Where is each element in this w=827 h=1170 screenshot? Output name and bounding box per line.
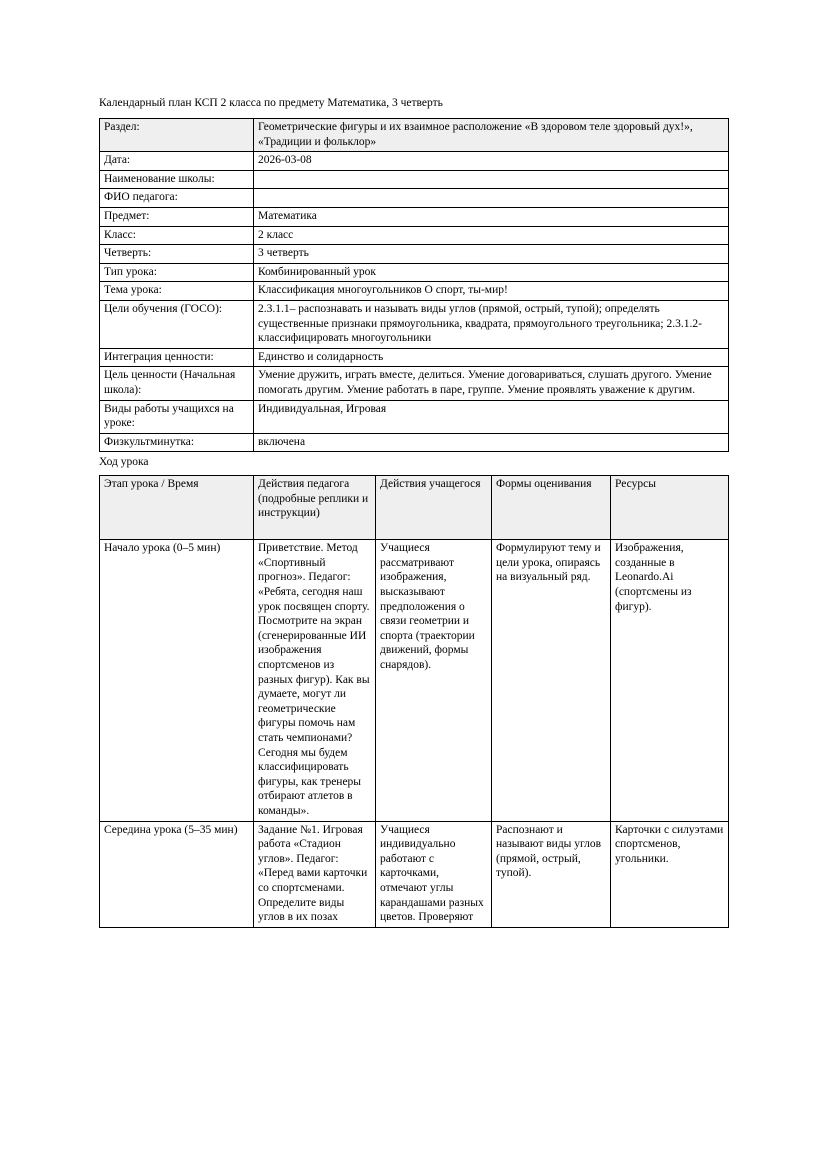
lesson-info-table-body (100, 119, 729, 452)
page-title: Календарный план КСП 2 класса по предмету Математика, 3 четверть (99, 97, 443, 109)
lesson-info-table (99, 118, 729, 452)
table-row (100, 400, 729, 433)
column-header: Формы оценивания (492, 476, 611, 540)
student-actions-cell: Учащиеся рассматривают изображения, высказывают предположения о связи геометрии и спорта (траектории движений, формы снарядов). (376, 540, 492, 821)
info-row-label: Наименование школы: (100, 170, 254, 189)
table-row (100, 189, 729, 208)
info-row-label: ФИО педагога: (100, 189, 254, 208)
info-row-label: Тема урока: (100, 282, 254, 301)
lesson-flow-table-body (100, 540, 729, 927)
resources-cell: Изображения, созданные в Leonardo.Ai (спортсмены из фигур). (611, 540, 729, 821)
teacher-actions-cell: Задание №1. Игровая работа «Стадион углов». Педагог: «Перед вами карточки со спортсменами. Определите виды углов в их позах (254, 821, 376, 927)
table-row (100, 245, 729, 264)
info-row-value: Комбинированный урок (254, 263, 729, 282)
table-row (100, 282, 729, 301)
info-row-value: 2026-03-08 (254, 152, 729, 171)
teacher-actions-cell: Приветствие. Метод «Спортивный прогноз». Педагог: «Ребята, сегодня наш урок посвящен спорту. Посмотрите на экран (сгенерированные ИИ изображения спортсменов из разных фигур). Как вы думаете, могут ли геометрические фигуры помочь нам стать чемпионами? Сегодня мы будем классифицировать фигуры, как тренеры отбирают атлетов в команды». (254, 540, 376, 821)
info-row-label: Виды работы учащихся на уроке: (100, 400, 254, 433)
column-header: Этап урока / Время (100, 476, 254, 540)
info-row-label: Цели обучения (ГОСО): (100, 300, 254, 348)
column-header: Действия учащегося (376, 476, 492, 540)
assessment-cell: Распознают и называют виды углов (прямой, острый, тупой). (492, 821, 611, 927)
info-row-value: Математика (254, 207, 729, 226)
table-row (100, 433, 729, 452)
lesson-flow-table (99, 475, 729, 927)
assessment-cell: Формулируют тему и цели урока, опираясь на визуальный ряд. (492, 540, 611, 821)
student-actions-cell: Учащиеся индивидуально работают с карточками, отмечают углы карандашами разных цветов. Проверяют (376, 821, 492, 927)
info-row-label: Интеграция ценности: (100, 348, 254, 367)
info-row-label: Предмет: (100, 207, 254, 226)
info-row-label: Класс: (100, 226, 254, 245)
info-row-value: Геометрические фигуры и их взаимное расположение «В здоровом теле здоровый дух!», «Традиции и фольклор» (254, 119, 729, 152)
table-header-row (100, 476, 729, 540)
table-row (100, 119, 729, 152)
column-header: Ресурсы (611, 476, 729, 540)
lesson-flow-table-head (100, 476, 729, 540)
info-row-label: Физкультминутка: (100, 433, 254, 452)
info-row-label: Тип урока: (100, 263, 254, 282)
info-row-label: Цель ценности (Начальная школа): (100, 367, 254, 400)
table-row (100, 226, 729, 245)
info-row-value: Единство и солидарность (254, 348, 729, 367)
lesson-flow-caption: Ход урока (99, 456, 149, 469)
stage-cell: Середина урока (5–35 мин) (100, 821, 254, 927)
info-row-value: включена (254, 433, 729, 452)
table-row (100, 152, 729, 171)
table-row (100, 367, 729, 400)
info-row-label: Дата: (100, 152, 254, 171)
table-row (100, 207, 729, 226)
table-row (100, 263, 729, 282)
info-row-value (254, 189, 729, 208)
table-row (100, 540, 729, 821)
info-row-value: 2 класс (254, 226, 729, 245)
stage-cell: Начало урока (0–5 мин) (100, 540, 254, 821)
info-row-label: Четверть: (100, 245, 254, 264)
table-row (100, 348, 729, 367)
table-row (100, 300, 729, 348)
info-row-value (254, 170, 729, 189)
info-row-value: Индивидуальная, Игровая (254, 400, 729, 433)
info-row-value: 3 четверть (254, 245, 729, 264)
info-row-value: Классификация многоугольников О спорт, ты-мир! (254, 282, 729, 301)
table-row (100, 821, 729, 927)
info-row-value: 2.3.1.1– распознавать и называть виды углов (прямой, острый, тупой); определять существенные признаки прямоугольника, квадрата, прямоугольного треугольника; 2.3.1.2- классифицировать многоугольники (254, 300, 729, 348)
info-row-label: Раздел: (100, 119, 254, 152)
resources-cell: Карточки с силуэтами спортсменов, угольники. (611, 821, 729, 927)
table-row (100, 170, 729, 189)
column-header: Действия педагога (подробные реплики и инструкции) (254, 476, 376, 540)
info-row-value: Умение дружить, играть вместе, делиться. Умение договариваться, слушать другого. Умение помогать другим. Умение работать в паре, группе. Умение проявлять уважение к другим. (254, 367, 729, 400)
